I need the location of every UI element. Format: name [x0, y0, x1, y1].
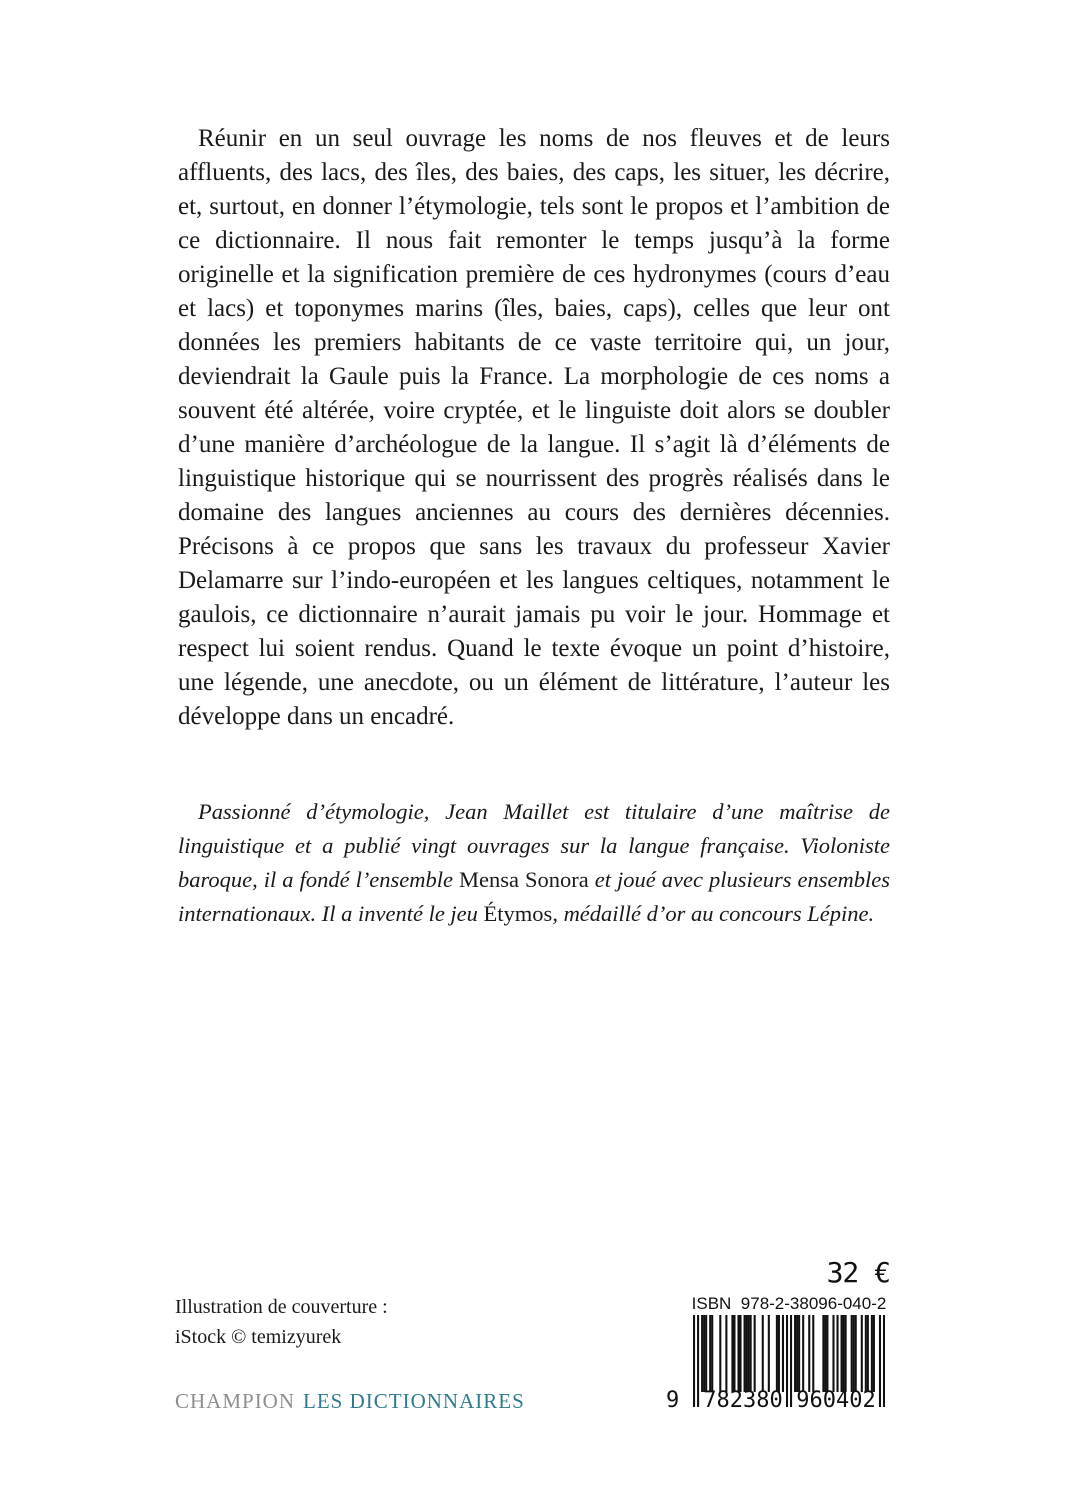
- collection-name: LES DICTIONNAIRES: [303, 1389, 525, 1413]
- ean13-barcode: [666, 1315, 885, 1415]
- bio-text-part3: , médaillé d’or au concours Lépine.: [552, 901, 875, 926]
- isbn-number: ISBN 978-2-38096-040-2: [691, 1294, 887, 1313]
- barcode-digits-group2: 960402: [796, 1388, 876, 1413]
- publisher-imprint: [175, 1389, 525, 1414]
- barcode-digit-leading: 9: [666, 1388, 680, 1413]
- author-bio: [178, 795, 890, 931]
- bio-ensemble-name: Mensa Sonora: [459, 867, 589, 892]
- publisher-name: CHAMPION: [175, 1389, 296, 1413]
- bio-game-name: Étymos: [483, 901, 553, 926]
- barcode-digits-group1: 782380: [703, 1388, 783, 1413]
- bio-text-part2: et joué avec plusieurs ensembles internationaux. Il a inventé le jeu: [178, 867, 891, 926]
- price-label: 32 €: [826, 1256, 890, 1289]
- cover-credit-line1: Illustration de couverture :: [175, 1296, 388, 1318]
- synopsis-paragraph: Réunir en un seul ouvrage les noms de nos fleuves et de leurs affluents, des lacs, des îles, des baies, des caps, les situer, les décrire, et, surtout, en donner l’étymologie, tels sont le propos et l’ambition de ce dictionnaire. Il nous fait remonter le temps jusqu’à la forme originelle et la signification première de ces hydronymes (cours d’eau et lacs) et toponymes marins (îles, baies, caps), celles que leur ont données les premiers habitants de ce vaste territoire qui, un jour, deviendrait la Gaule puis la France. La morphologie de ces noms a souvent été altérée, voire cryptée, et le linguiste doit alors se doubler d’une manière d’archéologue de la langue. Il s’agit là d’éléments de linguistique historique qui se nourrissent des progrès réalisés dans le domaine des langues anciennes au cours des dernières décennies. Précisons à ce propos que sans les travaux du professeur Xavier Delamarre sur l’indo-européen et les langues celtiques, notamment le gaulois, ce dictionnaire n’aurait jamais pu voir le jour. Hommage et respect lui soient rendus. Quand le texte évoque un point d’histoire, une légende, une anecdote, ou un élément de littérature, l’auteur les développe dans un encadré.: [178, 125, 890, 730]
- cover-credit: [175, 1292, 388, 1352]
- cover-credit-line2: iStock © temizyurek: [175, 1326, 342, 1348]
- bio-text-part1: Passionné d’étymologie, Jean Maillet est titulaire d’une maîtrise de linguistique et a publié vingt ouvrages sur la langue française. Violoniste baroque, il a fondé l’ensemble: [178, 799, 890, 892]
